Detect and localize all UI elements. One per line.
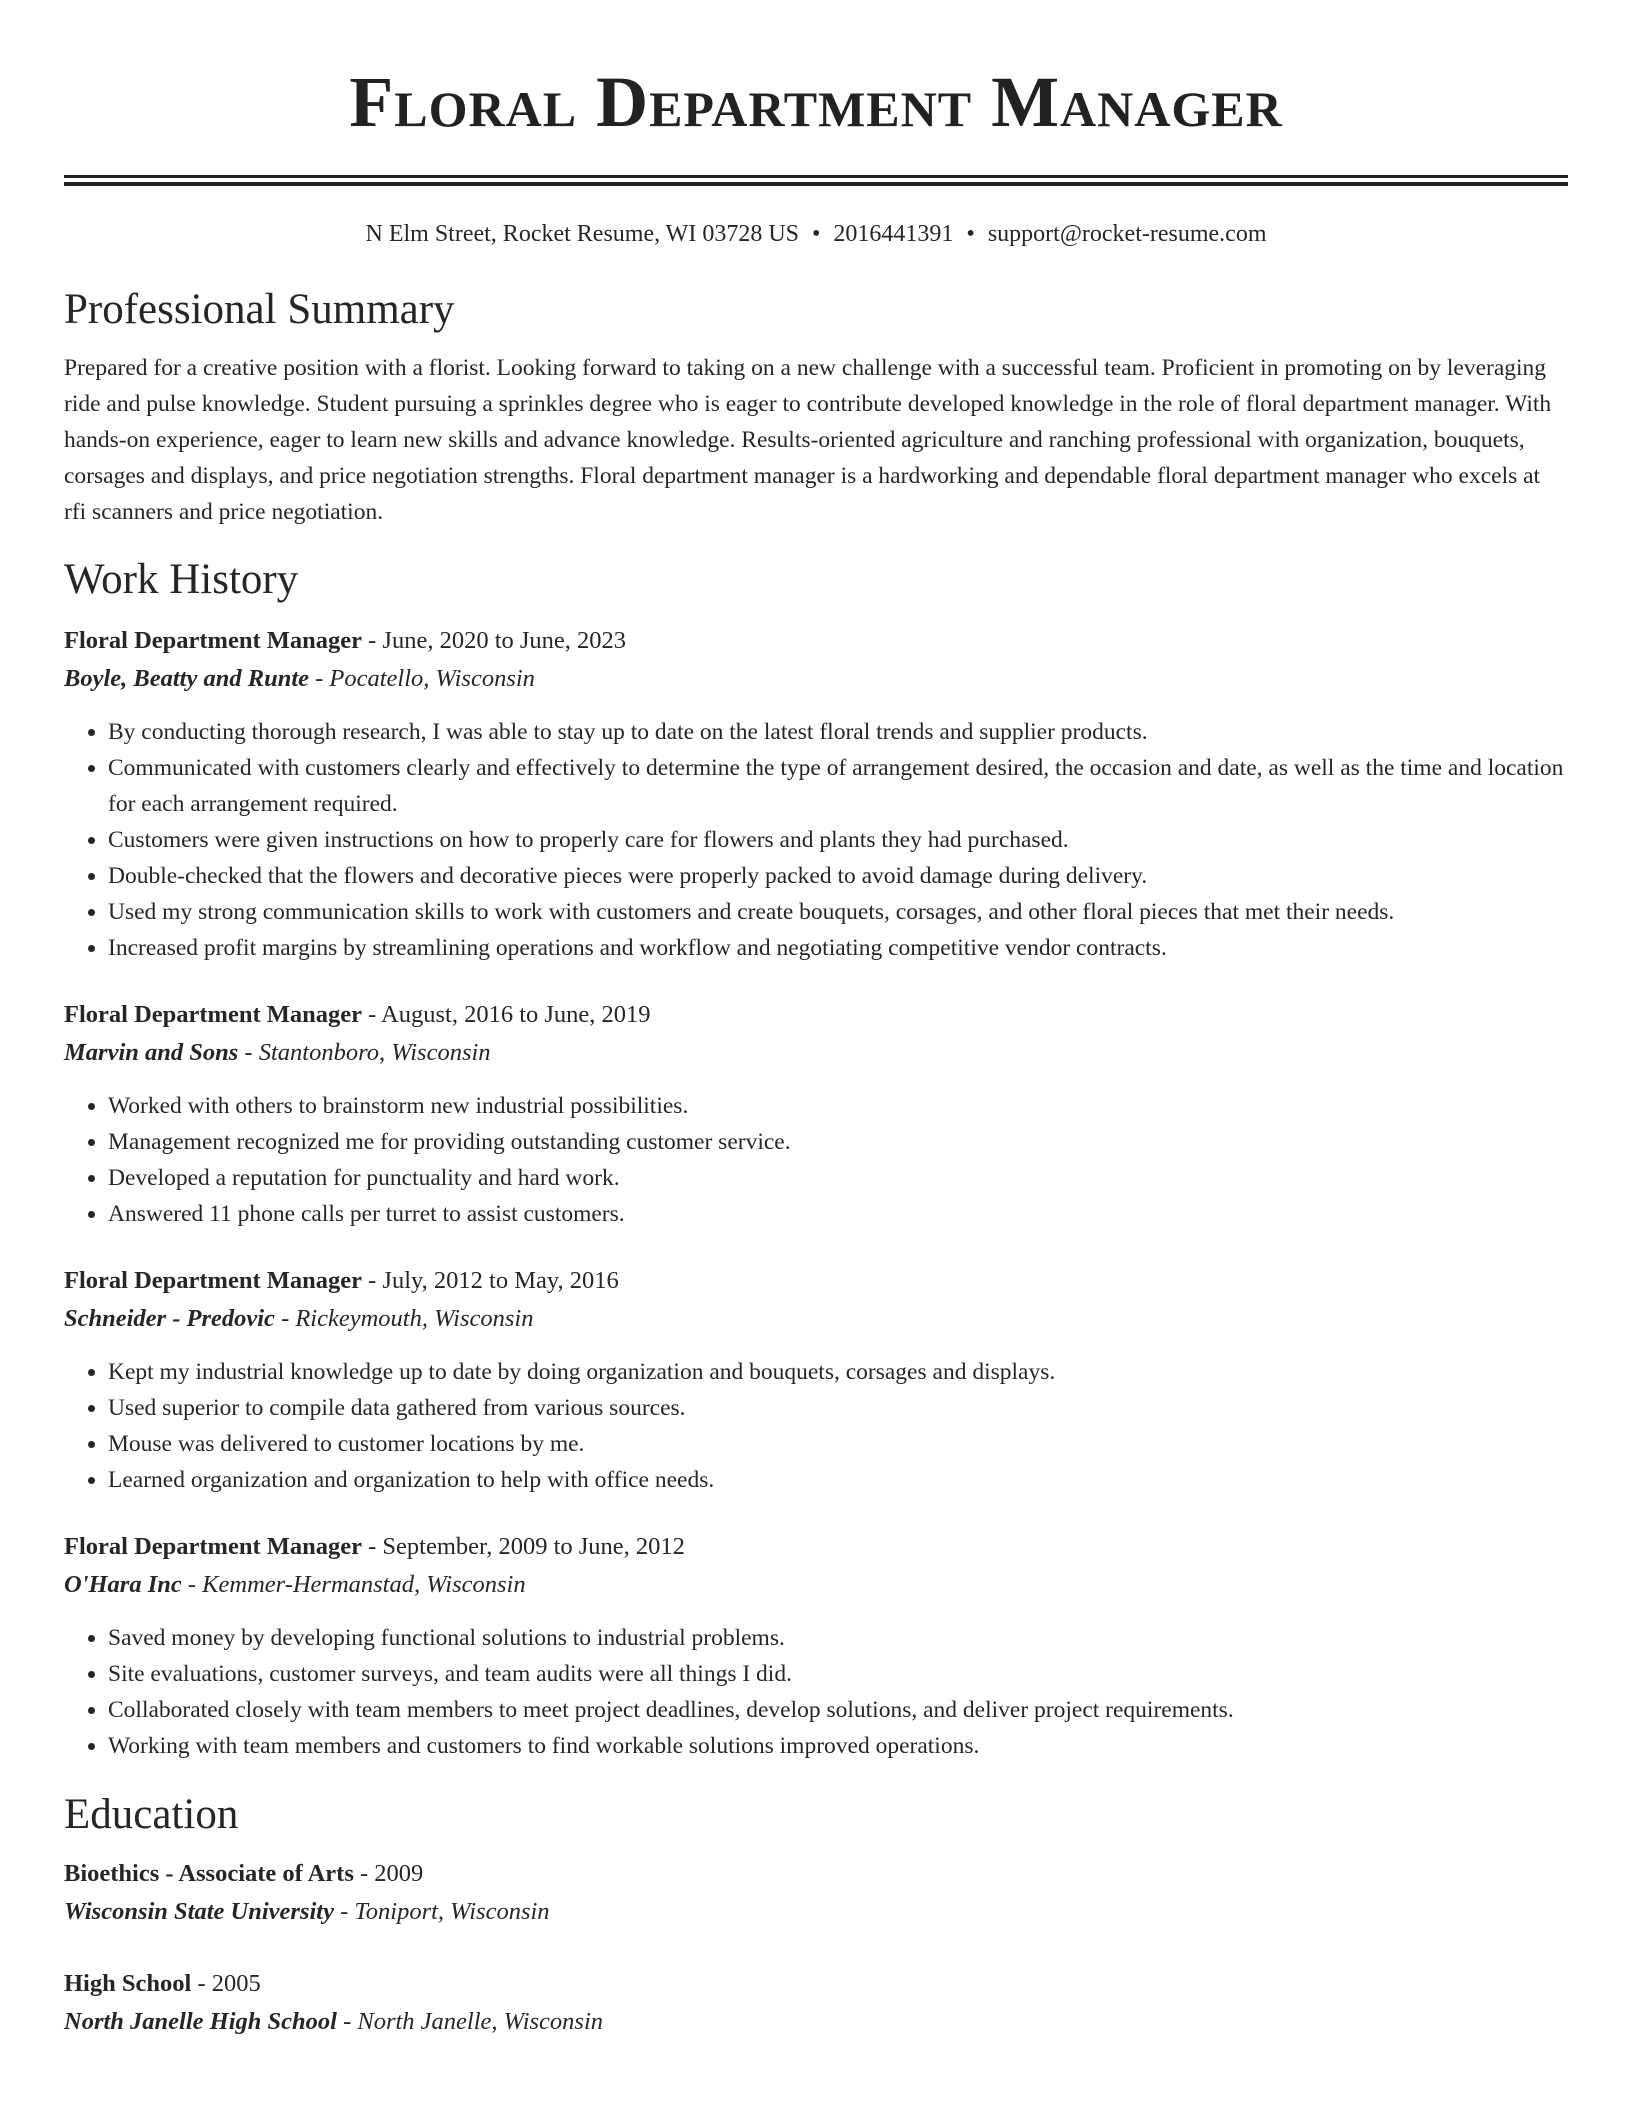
job-entry bbox=[64, 996, 1568, 1232]
education-location: - Toniport, Wisconsin bbox=[333, 1898, 550, 1925]
education-school-line bbox=[64, 1893, 1568, 1931]
job-company-line bbox=[64, 660, 1568, 698]
job-role: Floral Department Manager bbox=[64, 1267, 362, 1294]
job-title-line bbox=[64, 1528, 1568, 1566]
job-company: Schneider - Predovic bbox=[64, 1305, 275, 1332]
education-location: - North Janelle, Wisconsin bbox=[336, 2008, 604, 2035]
job-title-line bbox=[64, 996, 1568, 1034]
job-title-line bbox=[64, 622, 1568, 660]
education-entry bbox=[64, 1965, 1568, 2041]
contact-phone: 2016441391 bbox=[833, 221, 954, 247]
job-bullets bbox=[64, 714, 1568, 966]
education-year: - 2009 bbox=[353, 1860, 424, 1887]
job-bullet: • Developed a reputation for punctuality and hard work. bbox=[108, 1160, 1568, 1196]
job-bullet: • Answered 11 phone calls per turret to assist customers. bbox=[108, 1196, 1568, 1232]
job-bullet: • Communicated with customers clearly and effectively to determine the type of arrangement desired, the occasion and date, as well as the time and location for each arrangement required. bbox=[108, 750, 1568, 822]
contact-address: N Elm Street, Rocket Resume, WI 03728 US bbox=[365, 221, 799, 247]
section-heading-work-history: Work History bbox=[64, 556, 299, 603]
education-school-line bbox=[64, 2003, 1568, 2041]
job-bullets bbox=[64, 1354, 1568, 1498]
education-degree: Bioethics - Associate of Arts bbox=[64, 1860, 354, 1887]
job-bullets bbox=[64, 1088, 1568, 1232]
job-title-line bbox=[64, 1262, 1568, 1300]
job-bullet: • Used my strong communication skills to work with customers and create bouquets, corsages, and other floral pieces that met their needs. bbox=[108, 894, 1568, 930]
job-bullet: • Double-checked that the flowers and decorative pieces were properly packed to avoid damage during delivery. bbox=[108, 858, 1568, 894]
job-company-line bbox=[64, 1300, 1568, 1338]
education-year: - 2005 bbox=[191, 1970, 261, 1997]
education-degree-line bbox=[64, 1965, 1568, 2003]
job-entry bbox=[64, 622, 1568, 966]
job-company: Marvin and Sons bbox=[64, 1039, 239, 1066]
job-dates: - August, 2016 to June, 2019 bbox=[362, 1001, 651, 1028]
job-company-line bbox=[64, 1566, 1568, 1604]
job-bullet: • Saved money by developing functional solutions to industrial problems. bbox=[108, 1620, 1568, 1656]
section-heading-summary: Professional Summary bbox=[64, 286, 455, 333]
education-degree-line bbox=[64, 1855, 1568, 1893]
contact-line bbox=[64, 216, 1568, 252]
job-dates: - July, 2012 to May, 2016 bbox=[362, 1267, 619, 1294]
job-location: - Stantonboro, Wisconsin bbox=[238, 1039, 491, 1066]
education-school: North Janelle High School bbox=[64, 2008, 337, 2035]
job-company: Boyle, Beatty and Runte bbox=[64, 665, 309, 692]
job-role: Floral Department Manager bbox=[64, 1001, 362, 1028]
job-bullets bbox=[64, 1620, 1568, 1764]
job-role: Floral Department Manager bbox=[64, 627, 362, 654]
job-bullet: • Collaborated closely with team members to meet project deadlines, develop solutions, and deliver project requirements. bbox=[108, 1692, 1568, 1728]
job-bullet: • Management recognized me for providing outstanding customer service. bbox=[108, 1124, 1568, 1160]
education-school: Wisconsin State University bbox=[64, 1898, 334, 1925]
job-location: - Pocatello, Wisconsin bbox=[309, 665, 535, 692]
job-bullet: • Increased profit margins by streamlining operations and workflow and negotiating competitive vendor contracts. bbox=[108, 930, 1568, 966]
education-entry bbox=[64, 1855, 1568, 1931]
job-bullet: • Learned organization and organization to help with office needs. bbox=[108, 1462, 1568, 1498]
job-company: O'Hara Inc bbox=[64, 1571, 182, 1598]
job-bullet: • Working with team members and customers to find workable solutions improved operations. bbox=[108, 1728, 1568, 1764]
job-bullet: • By conducting thorough research, I was able to stay up to date on the latest floral trends and supplier products. bbox=[108, 714, 1568, 750]
education-degree: High School bbox=[64, 1970, 192, 1997]
contact-separator: • bbox=[966, 221, 975, 247]
summary-text: Prepared for a creative position with a florist. Looking forward to taking on a new challenge with a successful team. Proficient in promoting on by leveraging ride and pulse knowledge. Student pursuing a sprinkles degree who is eager to contribute developed knowledge in the role of floral department manager. With hands-on experience, eager to learn new skills and advance knowledge. Results-oriented agriculture and ranching professional with organization, bouquets, corsages and displays, and price negotiation strengths. Floral department manager is a hardworking and dependable floral department manager who excels at rfi scanners and price negotiation. bbox=[64, 355, 1552, 525]
job-location: - Kemmer-Hermanstad, Wisconsin bbox=[181, 1571, 526, 1598]
contact-email: support@rocket-resume.com bbox=[987, 221, 1267, 247]
job-bullet: • Kept my industrial knowledge up to date by doing organization and bouquets, corsages and displays. bbox=[108, 1354, 1568, 1390]
job-bullet: • Customers were given instructions on how to properly care for flowers and plants they had purchased. bbox=[108, 822, 1568, 858]
job-bullet: • Worked with others to brainstorm new industrial possibilities. bbox=[108, 1088, 1568, 1124]
contact-separator: • bbox=[812, 221, 821, 247]
section-heading-education: Education bbox=[64, 1791, 239, 1838]
resume-title: Floral Department Manager bbox=[349, 62, 1283, 142]
job-location: - Rickeymouth, Wisconsin bbox=[274, 1305, 534, 1332]
job-dates: - September, 2009 to June, 2012 bbox=[362, 1533, 685, 1560]
job-bullet: • Mouse was delivered to customer locations by me. bbox=[108, 1426, 1568, 1462]
job-entry bbox=[64, 1262, 1568, 1498]
job-entry bbox=[64, 1528, 1568, 1764]
title-divider bbox=[64, 175, 1568, 186]
job-bullet: • Used superior to compile data gathered from various sources. bbox=[108, 1390, 1568, 1426]
job-role: Floral Department Manager bbox=[64, 1533, 362, 1560]
job-dates: - June, 2020 to June, 2023 bbox=[362, 627, 627, 654]
job-bullet: • Site evaluations, customer surveys, and team audits were all things I did. bbox=[108, 1656, 1568, 1692]
job-company-line bbox=[64, 1034, 1568, 1072]
